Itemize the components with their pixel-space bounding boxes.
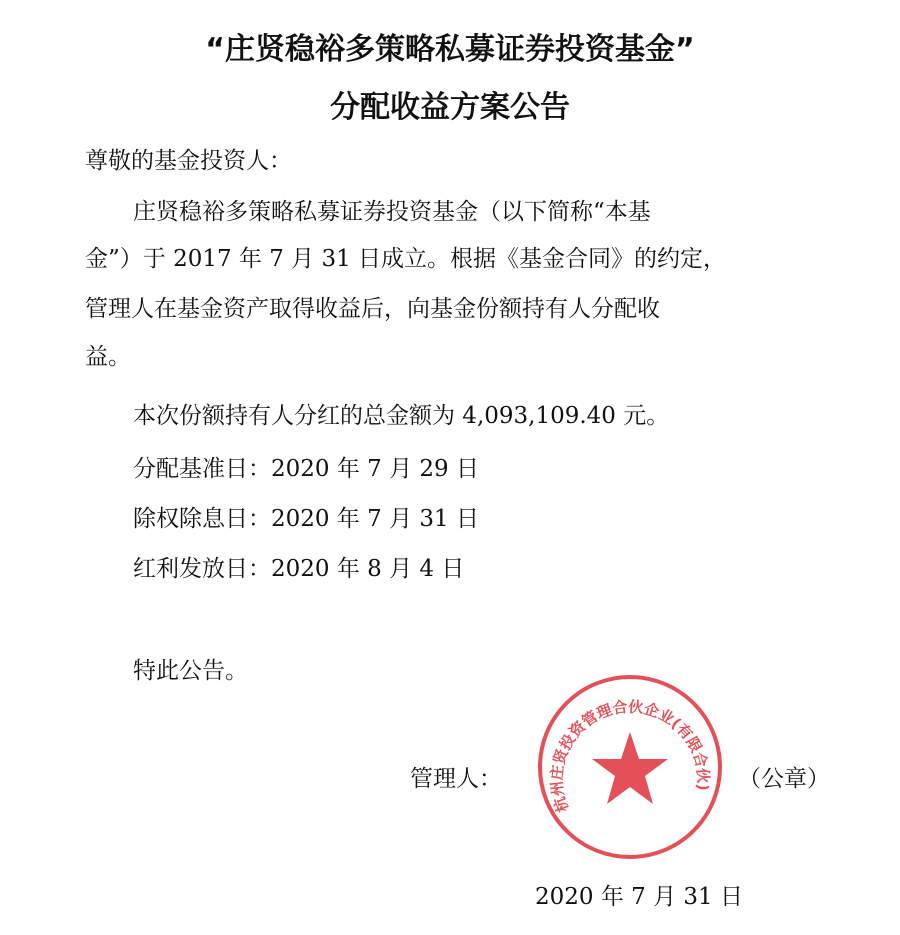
ex-date: 除权除息日：2020 年 7 月 31 日 xyxy=(133,506,479,532)
title-line-1: “庄贤稳裕多策略私募证券投资基金” xyxy=(205,32,695,67)
star-icon xyxy=(592,732,668,804)
paragraph-line: 管理人在基金资产取得收益后，向基金份额持有人分配收 xyxy=(85,296,660,322)
seal-note: （公章） xyxy=(738,766,830,792)
paragraph-line: 庄贤稳裕多策略私募证券投资基金（以下简称“本基 xyxy=(133,199,651,225)
paragraph-line: 益。 xyxy=(85,344,131,370)
closing: 特此公告。 xyxy=(133,658,248,684)
sign-date: 2020 年 7 月 31 日 xyxy=(535,884,743,910)
manager-label: 管理人： xyxy=(410,766,502,792)
company-seal xyxy=(535,672,725,862)
total-amount: 本次份额持有人分红的总金额为 4,093,109.40 元。 xyxy=(133,403,670,429)
seal-text: 杭州庄贤投资管理合伙企业(有限合伙) xyxy=(547,697,713,815)
paragraph-line: 金”）于 2017 年 7 月 31 日成立。根据《基金合同》的约定， xyxy=(85,246,727,272)
salutation: 尊敬的基金投资人： xyxy=(85,148,292,174)
title-line-2: 分配收益方案公告 xyxy=(330,90,570,125)
record-date: 分配基准日：2020 年 7 月 29 日 xyxy=(133,456,479,482)
payment-date: 红利发放日：2020 年 8 月 4 日 xyxy=(133,556,465,582)
